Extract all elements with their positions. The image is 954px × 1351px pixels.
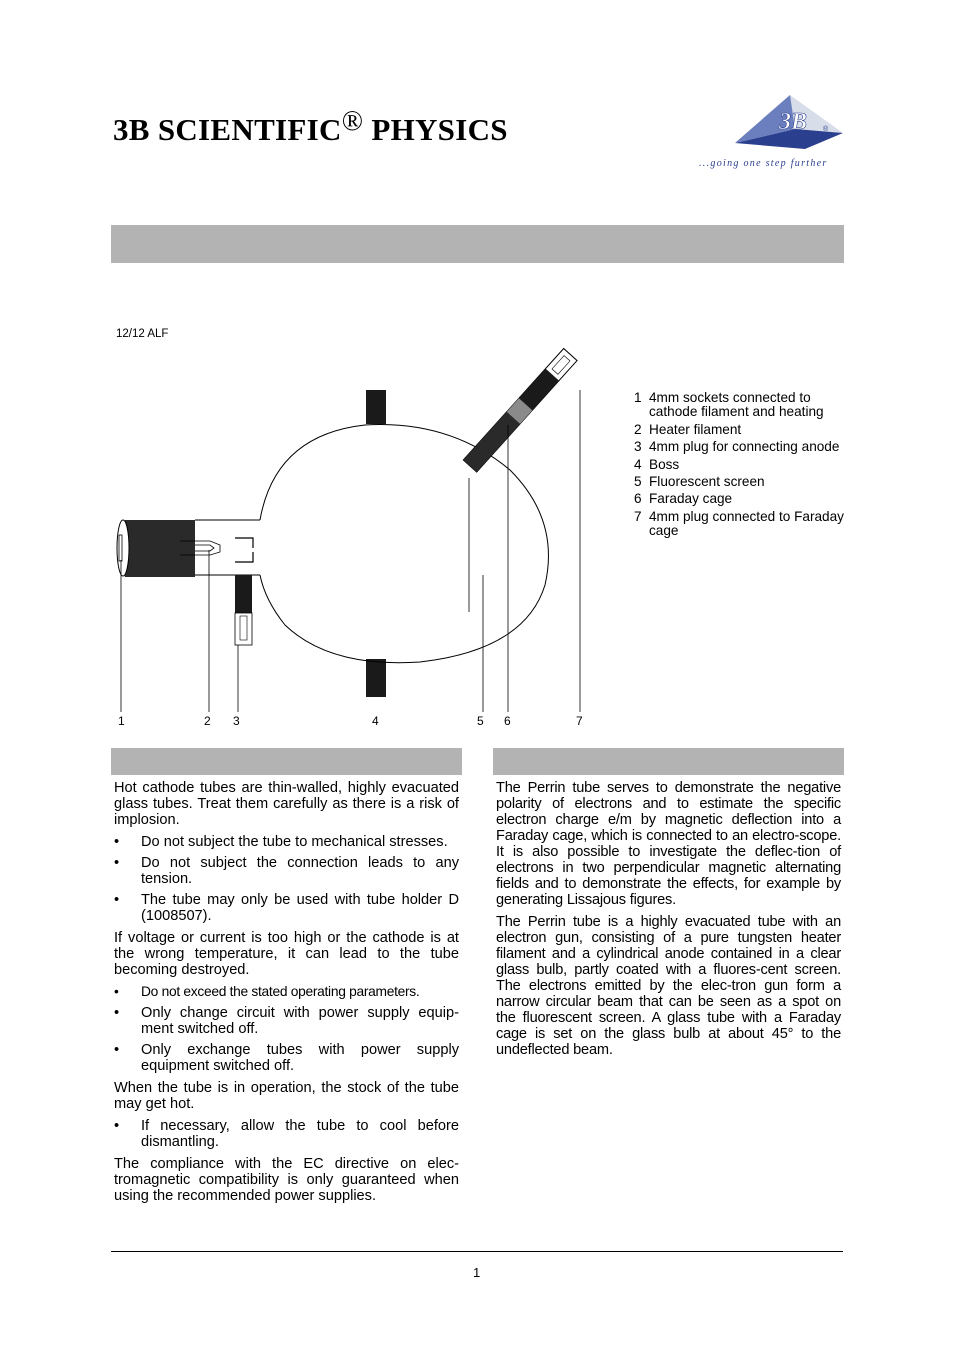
- glass-bulb: [260, 425, 548, 663]
- list-item: • Do not subject the connection leads to any tension.: [114, 855, 459, 887]
- legend-item: 7 4mm plug connected to Faraday cage: [634, 508, 844, 539]
- legend-item: 6 Faraday cage: [634, 491, 733, 507]
- paragraph: If voltage or current is too high or the cathode is at the wrong temperature, it can lead to the tube becoming destroyed.: [114, 930, 459, 978]
- paragraph: When the tube is in operation, the stock of the tube may get hot.: [114, 1080, 459, 1112]
- bullet-list: [114, 834, 459, 924]
- callout-7: 7: [576, 714, 583, 728]
- paragraph: The Perrin tube is a highly evacuated tube with an electron gun, consisting of a pure tungsten heater filament and a cylindrical anode contained in a clear glass bulb, partly coated with a fluores-cent screen. The electrons emitted by the elec-tron gun form a narrow circular beam that can be seen as a spot on the fluorescent screen. A glass tube with a Faraday cage is set on the glass bulb at about 45° to the undeflected beam.: [496, 914, 841, 1058]
- registered-mark: ®: [341, 106, 364, 137]
- list-item: • Do not exceed the stated operating parameters.: [114, 984, 459, 1000]
- legend-item: 4 Boss: [634, 456, 680, 472]
- callout-1: 1: [118, 714, 125, 728]
- list-item: • The tube may only be used with tube holder D (1008507).: [114, 892, 459, 924]
- legend-item: 1 4mm sockets connected to cathode filament and heating: [634, 390, 824, 420]
- list-item: • If necessary, allow the tube to cool before dismantling.: [114, 1118, 459, 1150]
- safety-column: [114, 780, 459, 1210]
- description-column: [496, 780, 841, 1064]
- description-section-bar: [493, 748, 844, 775]
- svg-text:3B: 3B: [779, 109, 808, 135]
- legend-item: 5 Fluorescent screen: [634, 474, 765, 490]
- brand-title: 3B SCIENTIFIC® PHYSICS: [113, 106, 508, 147]
- document-code: 12/12 ALF: [116, 328, 169, 340]
- faraday-tube: [463, 349, 577, 473]
- callout-6: 6: [504, 714, 511, 728]
- legend-item: 3 4mm plug for connecting anode: [634, 439, 840, 455]
- list-item: • Only exchange tubes with power supply equipment switched off.: [114, 1042, 459, 1074]
- bottom-boss: [366, 659, 386, 697]
- paragraph: Hot cathode tubes are thin-walled, highly evacuated glass tubes. Treat them carefully as there is a risk of implosion.: [114, 780, 459, 828]
- bullet-list: [114, 1118, 459, 1150]
- list-item: • Only change circuit with power supply equip-ment switched off.: [114, 1005, 459, 1037]
- bullet-list: [114, 984, 459, 1074]
- legend-item: 2 Heater filament: [634, 421, 742, 437]
- callout-3: 3: [233, 714, 240, 728]
- callout-5: 5: [477, 714, 484, 728]
- figure-legend: [634, 391, 849, 542]
- paragraph: The compliance with the EC directive on elec-tromagnetic compatibility is only guaranteed when using the recommended power supplies.: [114, 1156, 459, 1204]
- cathode-stock: [121, 520, 196, 577]
- svg-text:®: ®: [823, 126, 829, 133]
- callout-4: 4: [372, 714, 379, 728]
- list-item: • Do not subject the tube to mechanical stresses.: [114, 834, 459, 850]
- top-boss: [366, 390, 386, 424]
- anode-plug: [235, 575, 252, 613]
- footer-rule: [111, 1251, 843, 1252]
- tagline: ...going one step further: [699, 158, 828, 169]
- page-number: 1: [473, 1265, 481, 1280]
- callout-2: 2: [204, 714, 211, 728]
- anode: [235, 538, 253, 562]
- paragraph: The Perrin tube serves to demonstrate the negative polarity of electrons and to estimate the specific electron charge e/m by magnetic deflection into a Faraday cage, which is connected to an electro-scope. It is also possible to investigate the deflec-tion of electrons in two perpendicular magnetic alternating fields and to demonstrate the effects, for example by generating Lissajous figures.: [496, 780, 841, 908]
- safety-section-bar: [111, 748, 462, 775]
